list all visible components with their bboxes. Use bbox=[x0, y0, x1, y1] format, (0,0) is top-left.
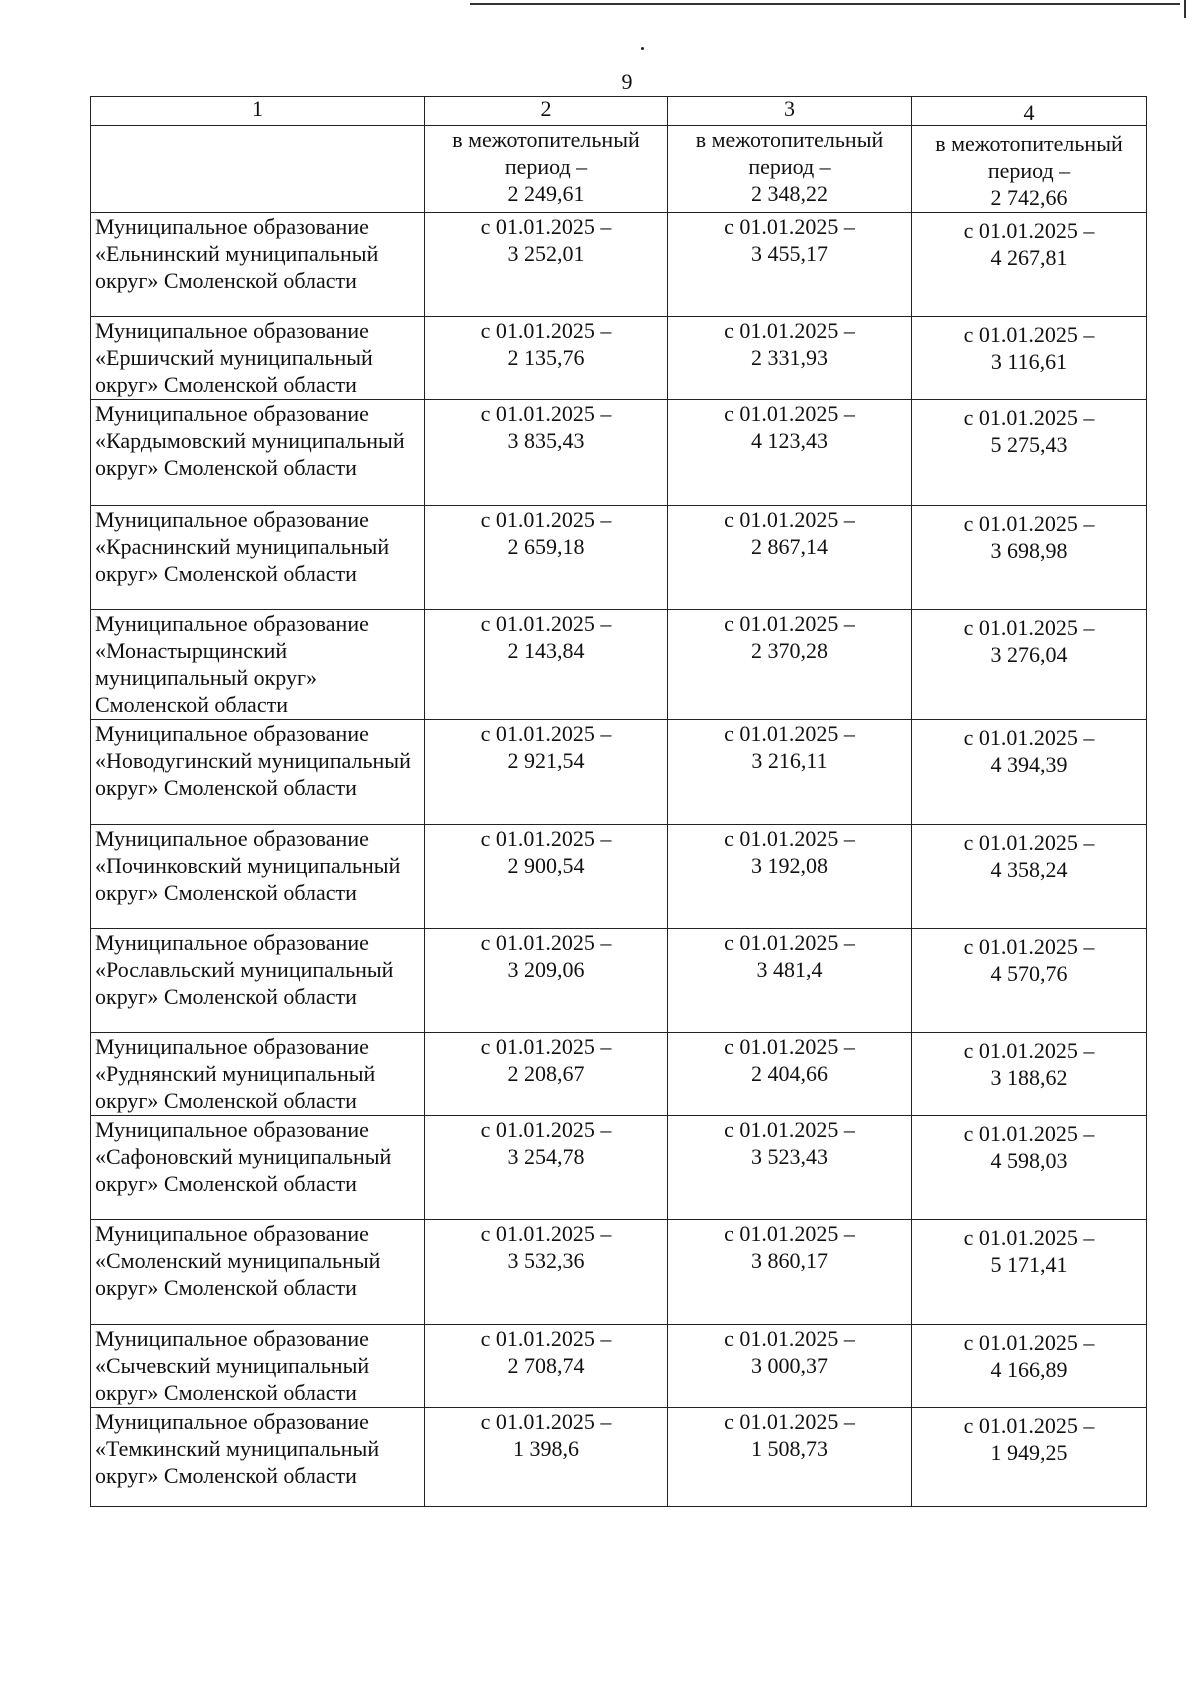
effective-date: с 01.01.2025 – bbox=[480, 1326, 612, 1351]
effective-date: с 01.01.2025 – bbox=[963, 1413, 1095, 1438]
value-cell bbox=[912, 1116, 1147, 1220]
value-cell bbox=[668, 317, 912, 400]
tariff-amount: 3 835,43 bbox=[507, 428, 585, 453]
tariff-amount: 3 698,98 bbox=[990, 538, 1068, 563]
value-prefix: в межотопительный bbox=[935, 131, 1123, 156]
tariff-amount: 3 116,61 bbox=[990, 349, 1068, 374]
column-header: 3 bbox=[668, 97, 912, 126]
table-row bbox=[91, 825, 1147, 929]
municipality-name: Муниципальное образование «Монастырщинский муниципальный округ» Смоленской области bbox=[91, 610, 425, 720]
column-header: 4 bbox=[912, 97, 1147, 126]
effective-date: с 01.01.2025 – bbox=[480, 826, 612, 851]
table-row bbox=[91, 506, 1147, 610]
tariff-amount: 1 508,73 bbox=[751, 1436, 828, 1461]
table-row-intersession bbox=[91, 126, 1147, 213]
table-row bbox=[91, 1325, 1147, 1408]
tariff-amount: 3 276,04 bbox=[990, 642, 1068, 667]
tariff-amount: 2 708,74 bbox=[507, 1353, 585, 1378]
table-row bbox=[91, 1116, 1147, 1220]
table-row bbox=[91, 317, 1147, 400]
effective-date: с 01.01.2025 – bbox=[480, 721, 612, 746]
effective-date: с 01.01.2025 – bbox=[963, 1038, 1095, 1063]
value-cell bbox=[912, 1408, 1147, 1507]
effective-date: с 01.01.2025 – bbox=[963, 1225, 1095, 1250]
value-amount: 2 742,66 bbox=[990, 185, 1068, 210]
tariff-amount: 4 394,39 bbox=[990, 752, 1068, 777]
value-cell bbox=[912, 400, 1147, 506]
value-mid: период – bbox=[748, 154, 831, 179]
value-cell bbox=[425, 213, 668, 317]
tariff-amount: 3 216,11 bbox=[751, 748, 828, 773]
value-cell bbox=[425, 1220, 668, 1325]
scan-top-edge-line bbox=[470, 3, 1180, 5]
tariff-amount: 3 860,17 bbox=[751, 1248, 828, 1273]
effective-date: с 01.01.2025 – bbox=[963, 322, 1095, 347]
tariff-amount: 3 188,62 bbox=[990, 1065, 1068, 1090]
value-cell bbox=[425, 126, 668, 213]
effective-date: с 01.01.2025 – bbox=[963, 1121, 1095, 1146]
tariff-amount: 3 000,37 bbox=[751, 1353, 828, 1378]
tariff-amount: 2 659,18 bbox=[507, 534, 585, 559]
effective-date: с 01.01.2025 – bbox=[724, 1409, 855, 1434]
tariff-amount: 3 254,78 bbox=[507, 1144, 585, 1169]
tariff-amount: 2 208,67 bbox=[507, 1061, 585, 1086]
value-cell bbox=[668, 126, 912, 213]
value-cell bbox=[668, 1408, 912, 1507]
value-cell bbox=[912, 610, 1147, 720]
effective-date: с 01.01.2025 – bbox=[480, 318, 612, 343]
effective-date: с 01.01.2025 – bbox=[480, 507, 612, 532]
effective-date: с 01.01.2025 – bbox=[724, 1034, 855, 1059]
column-header: 2 bbox=[425, 97, 668, 126]
municipality-name: Муниципальное образование «Рославльский муниципальный округ» Смоленской области bbox=[91, 929, 425, 1033]
effective-date: с 01.01.2025 – bbox=[724, 930, 855, 955]
tariff-amount: 3 455,17 bbox=[751, 241, 828, 266]
tariff-amount: 4 570,76 bbox=[990, 961, 1068, 986]
effective-date: с 01.01.2025 – bbox=[480, 214, 612, 239]
effective-date: с 01.01.2025 – bbox=[963, 615, 1095, 640]
table-row bbox=[91, 400, 1147, 506]
effective-date: с 01.01.2025 – bbox=[724, 318, 855, 343]
municipality-name: Муниципальное образование «Ершичский муниципальный округ» Смоленской области bbox=[91, 317, 425, 400]
effective-date: с 01.01.2025 – bbox=[724, 214, 855, 239]
value-mid: период – bbox=[504, 154, 588, 179]
value-cell bbox=[425, 1325, 668, 1408]
value-mid: период – bbox=[987, 158, 1071, 183]
page-number: 9 bbox=[621, 69, 633, 94]
value-cell bbox=[425, 720, 668, 825]
tariff-amount: 2 143,84 bbox=[507, 638, 585, 663]
value-cell bbox=[425, 929, 668, 1033]
tariff-amount: 4 598,03 bbox=[990, 1148, 1068, 1173]
value-cell bbox=[668, 400, 912, 506]
effective-date: с 01.01.2025 – bbox=[724, 507, 855, 532]
value-cell bbox=[668, 1220, 912, 1325]
value-cell bbox=[912, 1325, 1147, 1408]
tariff-amount: 4 166,89 bbox=[990, 1357, 1068, 1382]
effective-date: с 01.01.2025 – bbox=[480, 611, 612, 636]
value-cell bbox=[912, 317, 1147, 400]
effective-date: с 01.01.2025 – bbox=[724, 1117, 855, 1142]
row-label bbox=[91, 126, 425, 213]
value-cell bbox=[668, 610, 912, 720]
municipality-name: Муниципальное образование «Новодугинский муниципальный округ» Смоленской области bbox=[91, 720, 425, 825]
tariff-amount: 3 532,36 bbox=[507, 1248, 585, 1273]
effective-date: с 01.01.2025 – bbox=[480, 930, 612, 955]
effective-date: с 01.01.2025 – bbox=[963, 218, 1095, 243]
municipality-name: Муниципальное образование «Сафоновский муниципальный округ» Смоленской области bbox=[91, 1116, 425, 1220]
tariff-amount: 2 921,54 bbox=[507, 748, 585, 773]
value-cell bbox=[668, 825, 912, 929]
tariff-amount: 2 331,93 bbox=[751, 345, 828, 370]
value-cell bbox=[668, 506, 912, 610]
tariff-amount: 1 949,25 bbox=[990, 1440, 1068, 1465]
tariff-amount: 2 867,14 bbox=[751, 534, 828, 559]
table-row bbox=[91, 929, 1147, 1033]
effective-date: с 01.01.2025 – bbox=[963, 511, 1095, 536]
value-cell bbox=[425, 317, 668, 400]
table-row bbox=[91, 1220, 1147, 1325]
effective-date: с 01.01.2025 – bbox=[480, 1221, 612, 1246]
table-row bbox=[91, 1408, 1147, 1507]
effective-date: с 01.01.2025 – bbox=[963, 1330, 1095, 1355]
value-amount: 2 348,22 bbox=[751, 181, 828, 206]
municipality-name: Муниципальное образование «Ельнинский муниципальный округ» Смоленской области bbox=[91, 213, 425, 317]
effective-date: с 01.01.2025 – bbox=[480, 401, 612, 426]
effective-date: с 01.01.2025 – bbox=[963, 725, 1095, 750]
value-cell bbox=[912, 1220, 1147, 1325]
effective-date: с 01.01.2025 – bbox=[480, 1034, 612, 1059]
effective-date: с 01.01.2025 – bbox=[480, 1409, 612, 1434]
value-prefix: в межотопительный bbox=[452, 127, 640, 152]
effective-date: с 01.01.2025 – bbox=[480, 1117, 612, 1142]
tariff-amount: 3 481,4 bbox=[756, 957, 823, 982]
value-cell bbox=[668, 213, 912, 317]
value-cell bbox=[425, 1408, 668, 1507]
value-cell bbox=[425, 1033, 668, 1116]
value-cell bbox=[912, 126, 1147, 213]
value-prefix: в межотопительный bbox=[695, 127, 884, 152]
municipality-name: Муниципальное образование «Починковский муниципальный округ» Смоленской области bbox=[91, 825, 425, 929]
column-header: 1 bbox=[91, 97, 425, 126]
municipality-name: Муниципальное образование «Кардымовский муниципальный округ» Смоленской области bbox=[91, 400, 425, 506]
tariff-amount: 2 370,28 bbox=[751, 638, 828, 663]
column-number-row bbox=[91, 97, 1147, 126]
municipality-name: Муниципальное образование «Сычевский муниципальный округ» Смоленской области bbox=[91, 1325, 425, 1408]
tariff-amount: 4 358,24 bbox=[990, 857, 1068, 882]
effective-date: с 01.01.2025 – bbox=[724, 1326, 855, 1351]
value-cell bbox=[668, 1033, 912, 1116]
value-cell bbox=[912, 213, 1147, 317]
municipality-name: Муниципальное образование «Темкинский муниципальный округ» Смоленской области bbox=[91, 1408, 425, 1507]
tariff-amount: 2 900,54 bbox=[507, 853, 585, 878]
value-cell bbox=[912, 720, 1147, 825]
municipality-name: Муниципальное образование «Руднянский муниципальный округ» Смоленской области bbox=[91, 1033, 425, 1116]
tariff-amount: 3 252,01 bbox=[507, 241, 585, 266]
value-cell bbox=[425, 1116, 668, 1220]
tariff-amount: 5 171,41 bbox=[990, 1252, 1068, 1277]
value-cell bbox=[912, 1033, 1147, 1116]
tariff-amount: 2 135,76 bbox=[507, 345, 585, 370]
tariff-amount: 5 275,43 bbox=[990, 432, 1068, 457]
value-cell bbox=[425, 506, 668, 610]
municipality-name: Муниципальное образование «Смоленский муниципальный округ» Смоленской области bbox=[91, 1220, 425, 1325]
tariff-amount: 1 398,6 bbox=[513, 1436, 579, 1461]
tariff-amount: 2 404,66 bbox=[751, 1061, 828, 1086]
scan-right-edge-line bbox=[1184, 0, 1186, 18]
effective-date: с 01.01.2025 – bbox=[724, 826, 855, 851]
value-cell bbox=[425, 825, 668, 929]
effective-date: с 01.01.2025 – bbox=[963, 934, 1095, 959]
tariff-amount: 3 523,43 bbox=[751, 1144, 828, 1169]
value-cell bbox=[425, 610, 668, 720]
table-row bbox=[91, 610, 1147, 720]
table-body bbox=[91, 213, 1147, 1507]
tariff-amount: 4 123,43 bbox=[751, 428, 828, 453]
tariff-amount: 3 192,08 bbox=[751, 853, 828, 878]
value-cell bbox=[668, 1116, 912, 1220]
value-cell bbox=[912, 929, 1147, 1033]
table-row bbox=[91, 1033, 1147, 1116]
value-cell bbox=[912, 506, 1147, 610]
effective-date: с 01.01.2025 – bbox=[724, 721, 855, 746]
table-row bbox=[91, 720, 1147, 825]
value-amount: 2 249,61 bbox=[507, 181, 585, 206]
value-cell bbox=[668, 929, 912, 1033]
effective-date: с 01.01.2025 – bbox=[724, 1221, 855, 1246]
value-cell bbox=[668, 720, 912, 825]
tariff-amount: 4 267,81 bbox=[990, 245, 1068, 270]
scan-speck bbox=[641, 47, 644, 50]
value-cell bbox=[668, 1325, 912, 1408]
effective-date: с 01.01.2025 – bbox=[724, 401, 855, 426]
effective-date: с 01.01.2025 – bbox=[963, 830, 1095, 855]
tariff-table bbox=[90, 96, 1147, 1507]
value-cell bbox=[912, 825, 1147, 929]
effective-date: с 01.01.2025 – bbox=[963, 405, 1095, 430]
municipality-name: Муниципальное образование «Краснинский муниципальный округ» Смоленской области bbox=[91, 506, 425, 610]
table-row bbox=[91, 213, 1147, 317]
value-cell bbox=[425, 400, 668, 506]
tariff-amount: 3 209,06 bbox=[507, 957, 585, 982]
effective-date: с 01.01.2025 – bbox=[724, 611, 855, 636]
